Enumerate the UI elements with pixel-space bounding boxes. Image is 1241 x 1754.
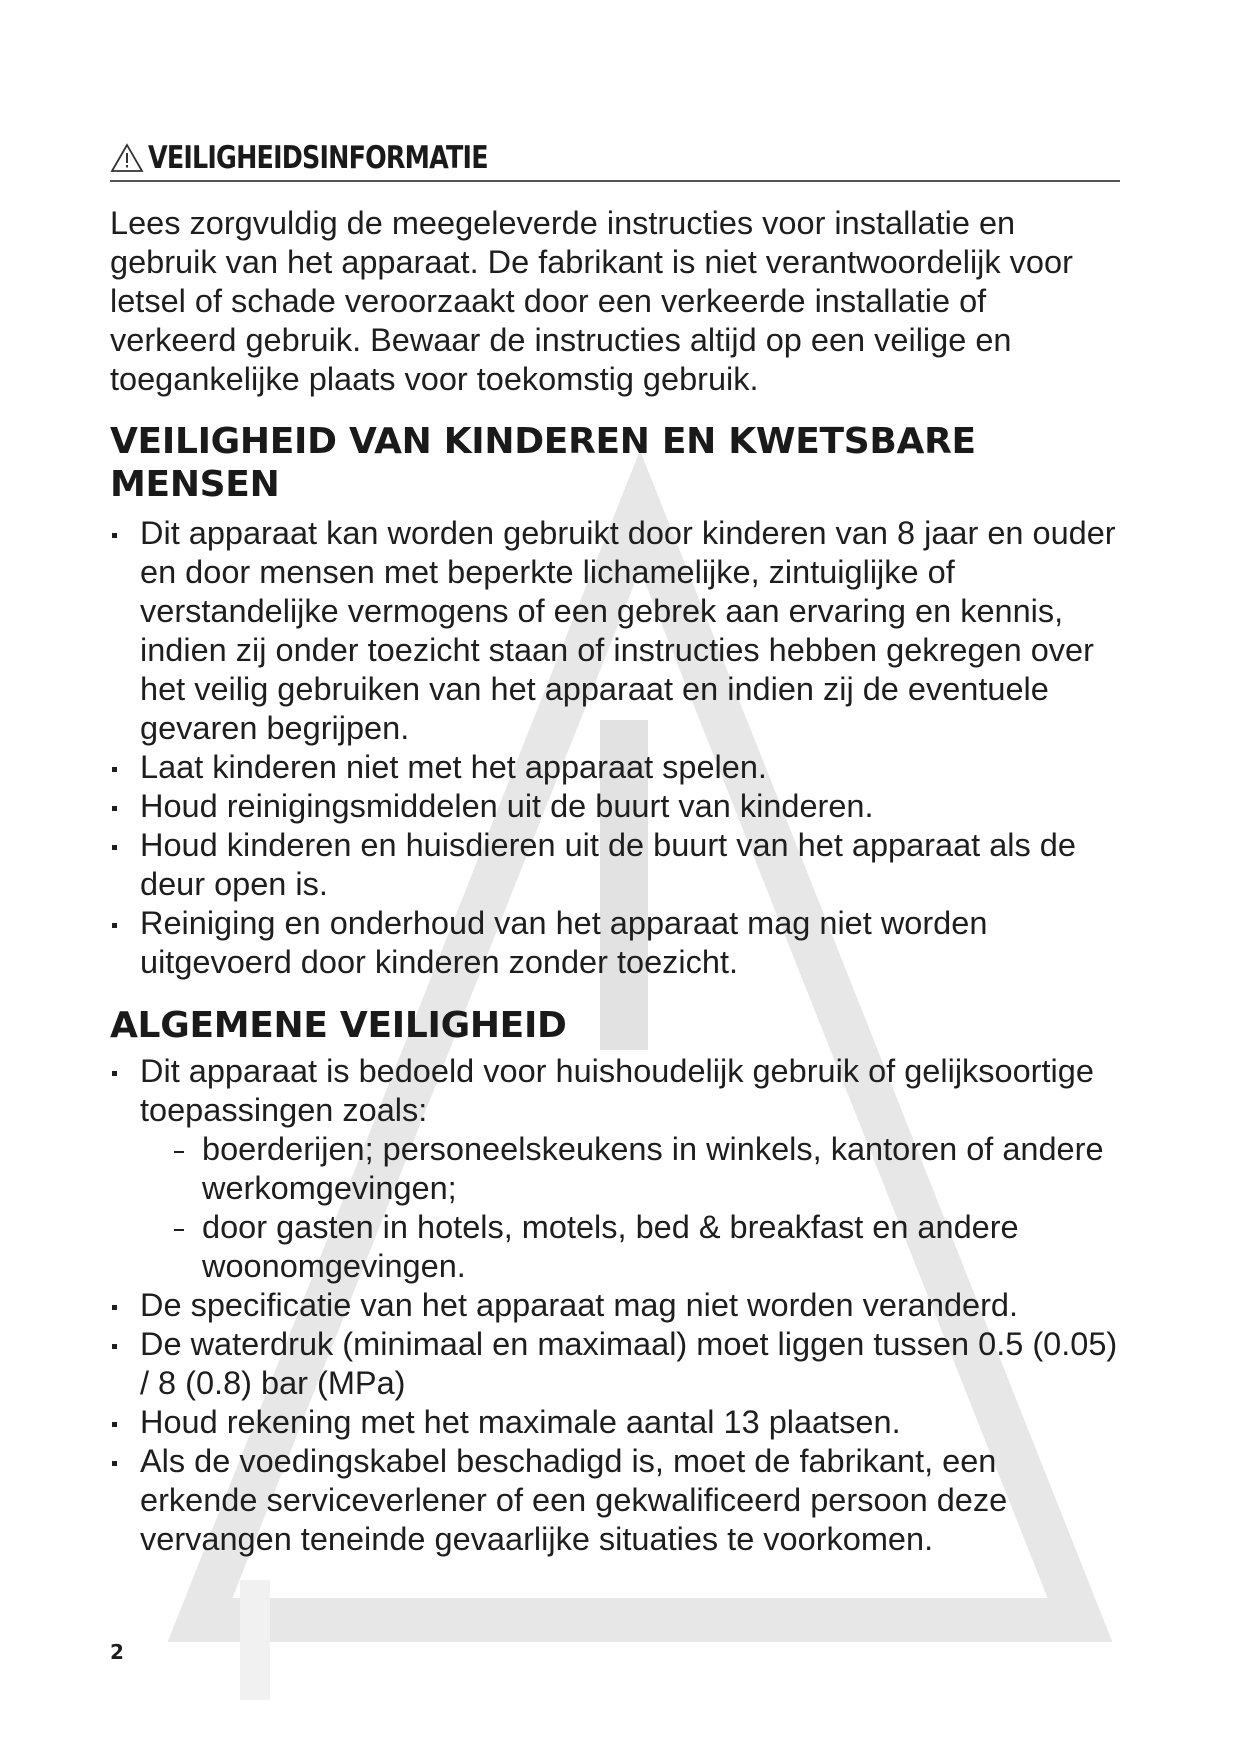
list-item: De waterdruk (minimaal en maximaal) moet liggen tussen 0.5 (0.05) / 8 (0.8) bar (MPa) bbox=[110, 1325, 1120, 1403]
list-item-text: Dit apparaat is bedoeld voor huishoudelijk gebruik of gelijksoortige toepassingen zoals: bbox=[140, 1053, 1094, 1128]
list-item: Houd rekening met het maximale aantal 13 plaatsen. bbox=[110, 1403, 1120, 1442]
sub-list bbox=[140, 1130, 1120, 1286]
section-heading-children-safety: VEILIGHEID VAN KINDEREN EN KWETSBARE MENSEN bbox=[110, 421, 976, 505]
page-number: 2 bbox=[110, 1640, 124, 1664]
page-title-bar bbox=[110, 140, 1120, 182]
list-item: De specificatie van het apparaat mag niet worden veranderd. bbox=[110, 1286, 1120, 1325]
sub-list-item: door gasten in hotels, motels, bed & breakfast en andere woonomgevingen. bbox=[160, 1208, 1120, 1286]
list-item: Als de voedingskabel beschadigd is, moet de fabrikant, een erkende serviceverlener of een gekwalificeerd persoon deze vervangen teneinde gevaarlijke situaties te voorkomen. bbox=[110, 1442, 1120, 1559]
list-item: Houd kinderen en huisdieren uit de buurt van het apparaat als de deur open is. bbox=[110, 826, 1120, 904]
general-safety-list bbox=[110, 1052, 1120, 1559]
list-item: Laat kinderen niet met het apparaat spelen. bbox=[110, 748, 1120, 787]
list-item: Reiniging en onderhoud van het apparaat mag niet worden uitgevoerd door kinderen zonder toezicht. bbox=[110, 904, 1120, 982]
intro-paragraph: Lees zorgvuldig de meegeleverde instructies voor installatie en gebruik van het apparaat. De fabrikant is niet verantwoordelijk voor letsel of schade veroorzaakt door een verkeerde installatie of verkeerd gebruik. Bewaar de instructies altijd op een veilige en toegankelijke plaats voor toekomstig gebruik. bbox=[110, 205, 1073, 397]
page-title: VEILIGHEIDSINFORMATIE bbox=[148, 140, 488, 176]
section-heading-general-safety: ALGEMENE VEILIGHEID bbox=[110, 1005, 567, 1046]
list-item: Dit apparaat kan worden gebruikt door kinderen van 8 jaar en ouder en door mensen met beperkte lichamelijke, zintuiglijke of verstandelijke vermogens of een gebrek aan ervaring en kennis, indien zij onder toezicht staan of instructies hebben gekregen over het veilig gebruiken van het apparaat en indien zij de eventuele gevaren begrijpen. bbox=[110, 514, 1120, 748]
list-item bbox=[110, 1052, 1120, 1286]
warning-triangle-icon bbox=[110, 143, 144, 173]
children-safety-list bbox=[110, 514, 1120, 982]
list-item: Houd reinigingsmiddelen uit de buurt van kinderen. bbox=[110, 787, 1120, 826]
sub-list-item: boerderijen; personeelskeukens in winkels, kantoren of andere werkomgevingen; bbox=[160, 1130, 1120, 1208]
